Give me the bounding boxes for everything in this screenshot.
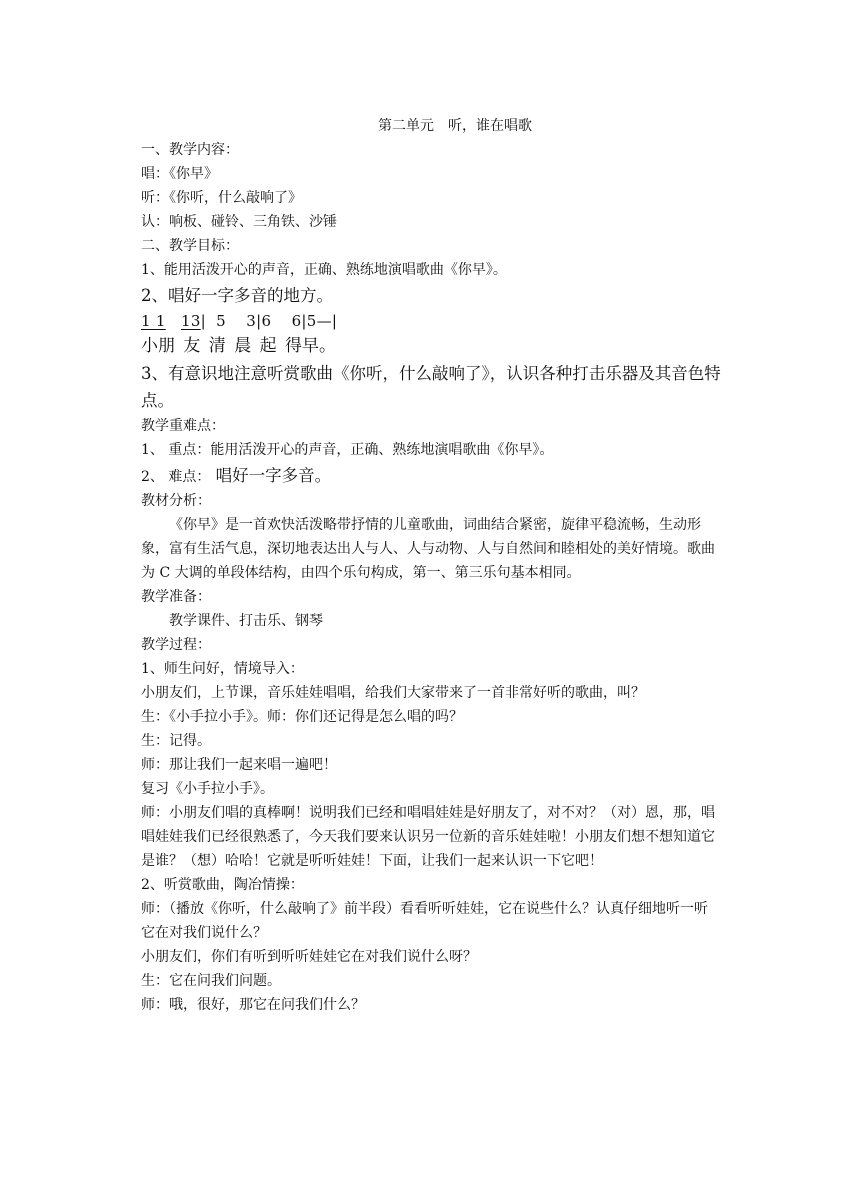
process-line: 师：那让我们一起来唱一遍吧！ [141, 757, 337, 773]
preparation-text: 教学课件、打击乐、钢琴 [169, 613, 323, 629]
process-line: 复习《小手拉小手》。 [141, 781, 274, 797]
notation-rest: | 5 3|6 6|5—| [200, 312, 338, 330]
process-step-2: 2、听赏歌曲，陶冶情操： [141, 877, 304, 893]
process-heading: 教学过程： [141, 637, 211, 653]
process-line: 小朋友们，上节课，音乐娃娃唱唱，给我们大家带来了一首非常好听的歌曲，叫？ [141, 685, 645, 701]
key-point-1: 1、 重点：能用活泼开心的声音，正确、熟练地演唱歌曲《你早》。 [141, 442, 554, 458]
process-line: 生：记得。 [141, 733, 211, 749]
key-point-2 [141, 462, 721, 489]
page-title: 第二单元 听，谁在唱歌 [378, 118, 532, 134]
analysis-text: 《你早》是一首欢快活泼略带抒情的儿童歌曲，词曲结合紧密，旋律平稳流畅，生动形象，富有生活气息，深切地表达出人与人、人与动物、人与自然间和睦相处的美好情境。歌曲为 C 大调的单段体结构，由四个乐句构成，第一、第三乐句基本相同。 [141, 517, 715, 581]
notation-group-2: 13 [180, 312, 201, 330]
listen-item: 听：《你听，什么敲响了》 [141, 190, 302, 206]
goal-2: 2、唱好一字多音的地方。 [141, 286, 333, 305]
process-line: 小朋友们，你们有听到听听娃娃它在对我们说什么呀？ [141, 949, 477, 965]
section-heading-content: 一、教学内容： [141, 142, 239, 158]
process-paragraph-2: 师：（播放《你听，什么敲响了》前半段）看看听听娃娃，它在说些什么？认真仔细地听一听它在对我们说什么？ [141, 901, 708, 941]
recognize-item: 认：响板、碰铃、三角铁、沙锤 [141, 214, 337, 230]
music-notation [141, 309, 721, 333]
process-line: 生：《小手拉小手》。师：你们还记得是怎么唱的吗？ [141, 709, 463, 725]
document-page [141, 114, 721, 1017]
section-heading-goals: 二、教学目标： [141, 238, 239, 254]
goal-3: 3、有意识地注意听赏歌曲《你听，什么敲响了》，认识各种打击乐器及其音色特点。 [141, 364, 721, 410]
notation-group-1: 1 1 [141, 312, 166, 330]
preparation-heading: 教学准备： [141, 589, 211, 605]
process-line: 师：哦，很好，那它在问我们什么？ [141, 997, 365, 1013]
sing-item: 唱：《你早》 [141, 166, 218, 182]
goal-1: 1、能用活泼开心的声音，正确、熟练地演唱歌曲《你早》。 [141, 262, 507, 278]
key-points-heading: 教学重难点： [141, 418, 225, 434]
key-point-2-label: 2、 难点： [141, 469, 211, 485]
process-line: 1、师生问好，情境导入： [141, 661, 304, 677]
process-paragraph-1: 师：小朋友们唱的真棒啊！说明我们已经和唱唱娃娃是好朋友了，对不对？（对）恩，那，唱唱娃娃我们已经很熟悉了，今天我们要来认识另一位新的音乐娃娃啦！小朋友们想不想知道它是谁？（想）哈哈！它就是听听娃娃！下面，让我们一起来认识一下它吧！ [141, 805, 715, 869]
key-point-2-text: 唱好一字多音。 [210, 466, 332, 485]
lyrics-line: 小朋 友 清 晨 起 得早。 [141, 336, 337, 356]
analysis-heading: 教材分析： [141, 493, 211, 509]
process-line: 生：它在问我们问题。 [141, 973, 281, 989]
